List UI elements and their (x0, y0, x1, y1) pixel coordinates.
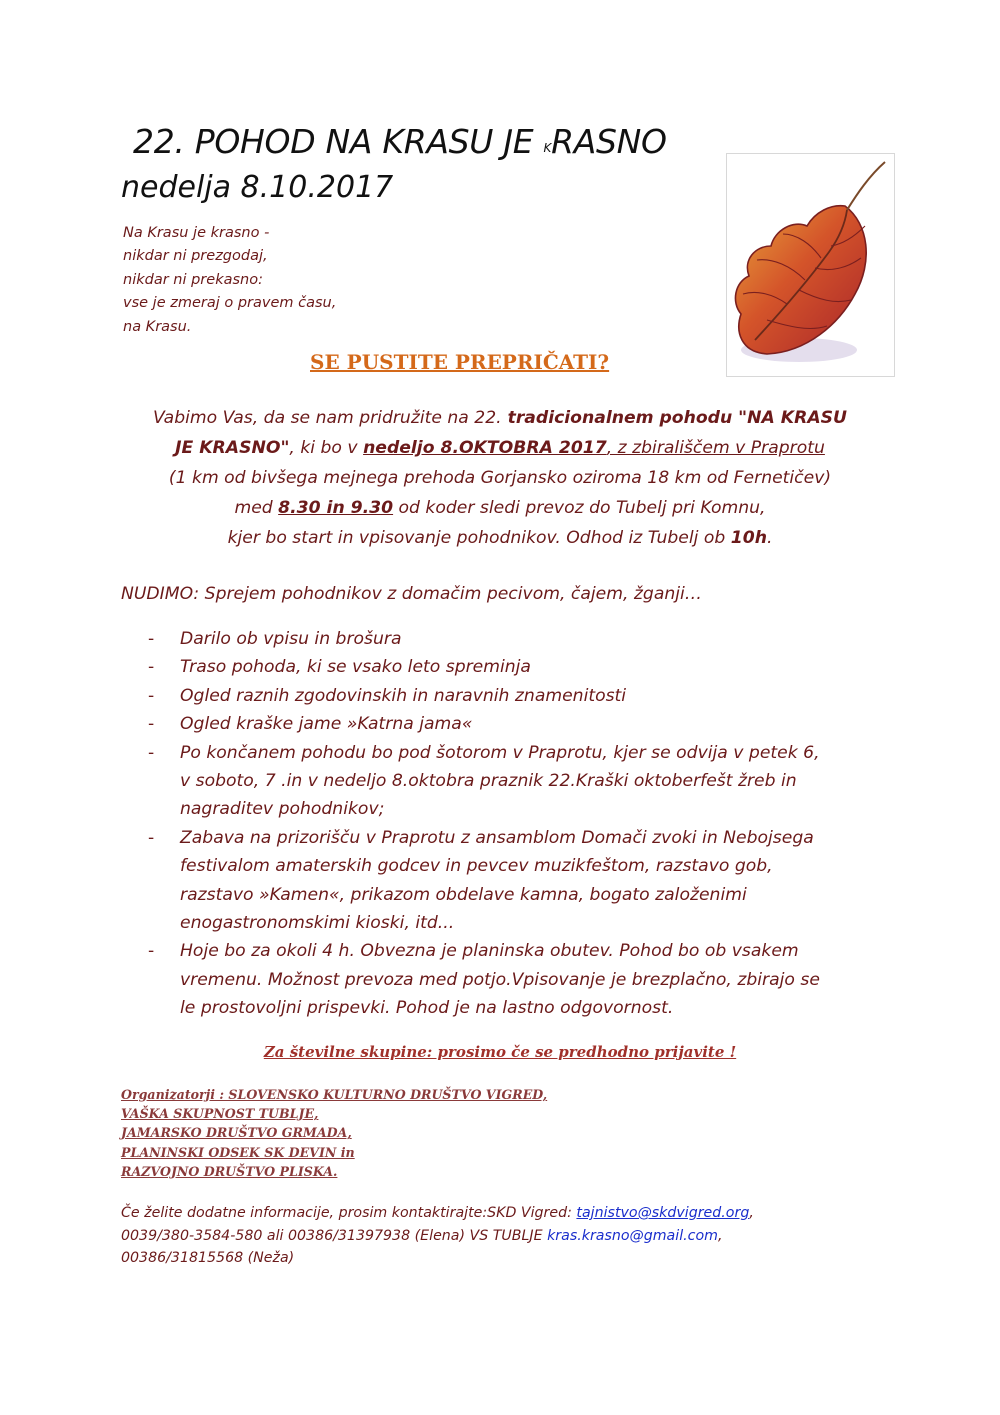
list-item: - Traso pohoda, ki se vsako leto spreminja (148, 657, 531, 678)
organizer-line: VAŠKA SKUPNOST TUBLJE, (121, 1106, 319, 1122)
list-item: - Darilo ob vpisu in brošura (148, 629, 402, 649)
poem (123, 222, 336, 339)
leaf-illustration (726, 153, 895, 377)
organizers-list (121, 1085, 547, 1181)
list-item: - Ogled kraške jame »Katrna jama« (148, 714, 473, 735)
poem-line: nikdar ni prezgodaj, (123, 248, 268, 265)
poem-line: na Krasu. (123, 318, 192, 335)
headline-question: SE PUSTITE PREPRIČATI? (310, 350, 610, 374)
email-link-skd[interactable]: tajnistvo@skdvigred.org (576, 1205, 750, 1221)
list-item: - Ogled raznih zgodovinskih in naravnih znamenitosti (148, 685, 627, 706)
poem-line: nikdar ni prekasno: (123, 271, 263, 288)
contact-info: Če želite dodatne informacije, prosim kontaktirajte:SKD Vigred: tajnistvo@skdvigred.org, 0039/380-3584-580 ali 00386/31397938 (Elena) VS TUBLJE kras.krasno@gmail.com, 00386/31815568 (Neža) (121, 1202, 881, 1270)
organizer-line: Organizatorji : SLOVENSKO KULTURNO DRUŠTVO VIGRED, (121, 1087, 548, 1102)
event-date: nedelja 8.10.2017 (121, 170, 394, 205)
group-registration-note: Za številne skupine: prosimo če se predhodno prijavite ! (263, 1043, 737, 1061)
poem-line: Na Krasu je krasno - (123, 225, 270, 241)
list-item: - Po končanem pohodu bo pod šotorom v Praprotu, kjer se odvija v petek 6, v soboto, 7 .in v nedeljo 8.oktobra praznik 22.Kraški oktoberfešt žreb in nagraditev pohodnikov; (148, 742, 820, 820)
email-link-kras[interactable]: kras.krasno@gmail.com (547, 1227, 718, 1244)
poem-line: vse je zmeraj o pravem času, (123, 295, 337, 312)
organizer-line: PLANINSKI ODSEK SK DEVIN in (121, 1144, 355, 1160)
list-item: - Zabava na prizorišču v Praprotu z ansamblom Domači zvoki in Nebojsega festivalom amaterskih godcev in pevcev muzikfeštom, razstavo gob, razstavo »Kamen«, prikazom obdelave kamna, bogato založenimi enogastronomskimi kioski, itd... (148, 827, 814, 934)
offer-heading: NUDIMO: Sprejem pohodnikov z domačim pecivom, čajem, žganji… (121, 584, 702, 604)
list-item: - Hoje bo za okoli 4 h. Obvezna je planinska obutev. Pohod bo ob vsakem vremenu. Možnost prevoza med potjo.Vpisovanje je brezplačno, zbirajo se le prostovoljni prispevki. Pohod je na lastno odgovornost. (148, 941, 820, 1019)
contact-phone: 00386/31815568 (Neža) (121, 1250, 295, 1267)
intro-paragraph: Vabimo Vas, da se nam pridružite na 22. tradicionalnem pohodu "NA KRASU JE KRASNO", ki bo v nedeljo 8.OKTOBRA 2017, z zbirališčem v Praprotu (1 km od bivšega mejnega prehoda Gorjansko oziroma 18 km od Fernetičev) med 8.30 in 9.30 od koder sledi prevoz do Tubelj pri Komnu, kjer bo start in vpisovanje pohodnikov. Odhod iz Tubelj ob 10h. (153, 408, 847, 548)
organizer-line: RAZVOJNO DRUŠTVO PLISKA. (121, 1163, 338, 1179)
autumn-leaf-icon (727, 154, 894, 376)
organizer-line: JAMARSKO DRUŠTVO GRMADA, (121, 1125, 352, 1141)
offer-list (148, 625, 908, 1023)
page-title: 22. POHOD NA KRASU JE KRASNO (133, 122, 667, 161)
